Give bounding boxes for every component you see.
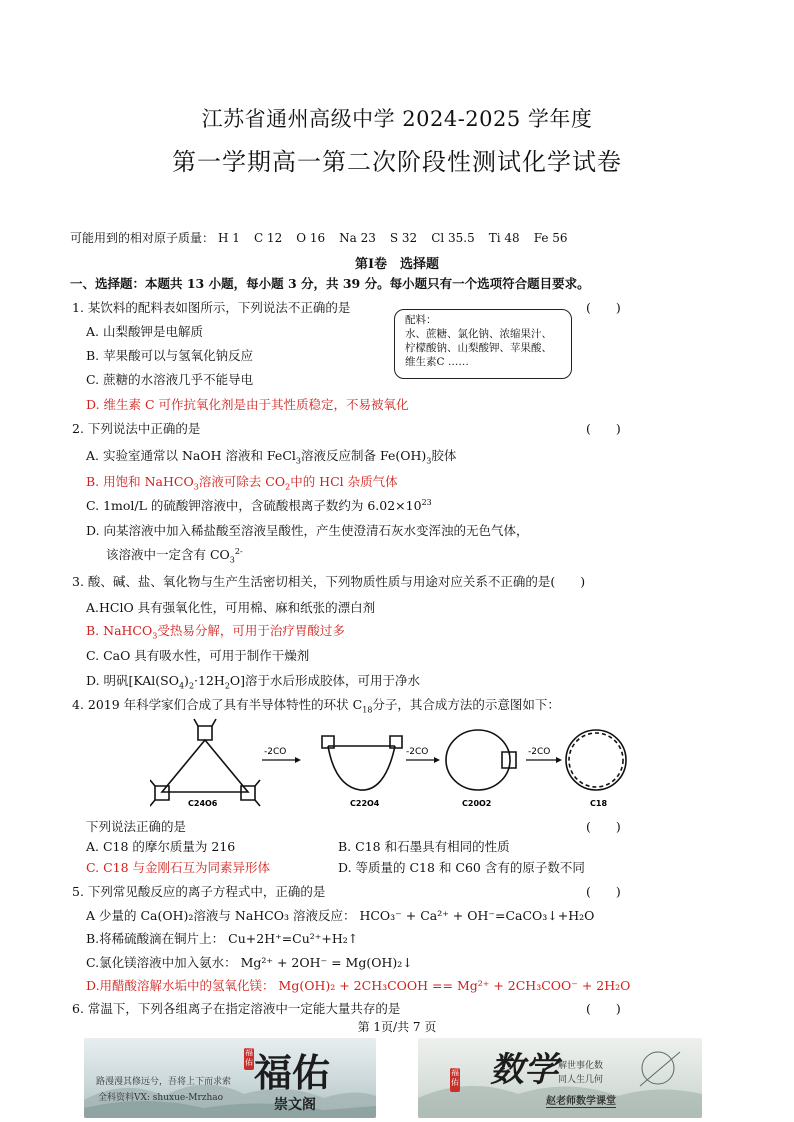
q5-a-text: A 少量的 Ca(OH)₂溶液与 NaHCO₃ 溶液反应： [86, 908, 356, 923]
q2-b-pre: B. 用饱和 NaHCO [86, 474, 194, 489]
q5-option-b [86, 929, 358, 947]
q3-option-b: B. NaHCO$_3$受热易分解，可用于治疗胃酸过多 [86, 623, 345, 641]
banner-left-seal: 福佑 [244, 1048, 254, 1070]
ingredient-box [394, 309, 572, 379]
label-c20o2: C20O2 [462, 799, 492, 808]
q4-option-c: C. C18 与金刚石互为同素异形体 [86, 860, 271, 875]
q1-option-c: C. 蔗糖的水溶液几乎不能导电 [86, 372, 254, 387]
banner-right-tag: 赵老师数学课堂 [546, 1092, 616, 1108]
arrow-2-label: -2CO [406, 747, 429, 757]
masses-label: 可能用到的相对原子质量： [70, 231, 215, 245]
mass-fe: Fe 56 [533, 231, 568, 245]
q5-option-c [86, 953, 413, 971]
q5-c-eq: Mg²⁺ + 2OH⁻ = Mg(OH)₂↓ [240, 955, 413, 970]
q3-d-mid: ) [184, 673, 189, 688]
label-c24o6: C24O6 [188, 799, 218, 808]
ingredient-box-title: 配料： [405, 314, 437, 326]
mass-na: Na 23 [339, 231, 376, 245]
banner-right-seal: 福佑 [450, 1068, 460, 1092]
exam-title-line2: 第一学期高一第二次阶段性测试化学试卷 [172, 148, 622, 176]
banner-right-poem-2: 同人生几何 [558, 1075, 604, 1085]
q5-option-d [86, 976, 630, 994]
q2-option-c [86, 496, 432, 514]
mass-ti: Ti 48 [488, 231, 520, 245]
q4-stem-pre: 4. 2019 年科学家们合成了具有半导体特性的环状 C [72, 697, 363, 712]
q5-d-eq: Mg(OH)₂ + 2CH₃COOH == Mg²⁺ + 2CH₃COO⁻ + 2H₂O [278, 978, 631, 993]
label-c22o4: C22O4 [350, 799, 380, 808]
q4-option-d: D. 等质量的 C18 和 C60 含有的原子数不同 [338, 860, 585, 875]
q2-option-a: A. 实验室通常以 NaOH 溶液和 FeCl$_3$溶液反应制备 $Fe(OH)_3$胶体 [86, 448, 457, 466]
q4-option-b: B. C18 和石墨具有相同的性质 [338, 839, 510, 854]
q3-option-a: A.HClO 具有强氧化性，可用棉、麻和纸张的漂白剂 [86, 600, 376, 615]
q1-option-d: D. 维生素 C 可作抗氧化剂是由于其性质稳定，不易被氧化 [86, 397, 409, 412]
label-c18: C18 [590, 799, 608, 808]
q2-option-d-line2: 该溶液中一定含有 $CO_3^{2-}$ [106, 546, 243, 565]
q5-c-text: C.氯化镁溶液中加入氨水： [86, 955, 237, 970]
q2-c-pre: C. 1mol/L 的硫酸钾溶液中，含硫酸根离子数约为 6.02×10 [86, 498, 422, 513]
page-footer: 第 1页/共 7 页 [357, 1020, 437, 1034]
banner-right [418, 1038, 702, 1118]
molecule-c24o6 [150, 719, 260, 806]
banner-left-slogan: 路漫漫其修远兮，吾将上下而求索 [96, 1077, 232, 1087]
q5-b-eq: Cu+2H⁺=Cu²⁺+H₂↑ [228, 931, 359, 946]
q5-d-text: D.用醋酸溶解水垢中的氢氧化镁： [86, 978, 275, 993]
q3-b-pre: B. NaHCO [86, 623, 153, 638]
q1-stem: 1. 某饮料的配料表如图所示，下列说法不正确的是 [72, 300, 351, 315]
q2-answer-paren: ( ) [586, 421, 621, 436]
q2-b-mid: 溶液可除去 CO [198, 474, 286, 489]
q2-a-mid: 溶液反应制备 Fe(OH) [300, 448, 427, 463]
q2-option-b: B. 用饱和 NaHCO$_3$溶液可除去 $CO_2$中的 HCl 杂质气体 [86, 474, 398, 492]
q3-option-c: C. CaO 具有吸水性，可用于制作干燥剂 [86, 648, 310, 663]
banner-left-big-text: 福佑 [254, 1050, 331, 1095]
q4-stem-post: 分子，其合成方法的示意图如下： [372, 697, 560, 712]
q4-option-a: A. C18 的摩尔质量为 216 [86, 839, 236, 854]
q2-a-post: 胶体 [431, 448, 457, 463]
molecule-c22o4 [322, 736, 402, 790]
molecule-c18 [566, 730, 626, 790]
q1-answer-paren: ( ) [586, 300, 621, 315]
mass-s: S 32 [389, 231, 418, 245]
exam-title-line1: 江苏省通州高级中学 2024-2025 学年度 [201, 107, 593, 131]
mass-h: H 1 [218, 231, 240, 245]
q3-option-d: D. 明矾$[KAl(SO_4)_2\cdot 12H_2O]$溶于水后形成胶体，可用于净水 [86, 673, 421, 691]
q3-d-post: ·12H [194, 673, 225, 688]
banner-left-sub-text: 崇文阁 [274, 1097, 316, 1113]
q3-b-post: 受热易分解，可用于治疗胃酸过多 [157, 623, 345, 638]
c18-synthesis-diagram [150, 716, 630, 816]
q5-answer-paren: ( ) [586, 884, 621, 899]
q2-c-sup: 23 [421, 497, 432, 507]
mass-o: O 16 [296, 231, 326, 245]
q2-a-pre: A. 实验室通常以 NaOH 溶液和 FeCl [86, 448, 296, 463]
q4-answer-paren: ( ) [586, 819, 621, 834]
banner-right-big-text: 数学 [490, 1050, 558, 1090]
ingredient-box-text: 水、蔗糖、氯化钠、浓缩果汁、柠檬酸钠、山梨酸钾、苹果酸、维生素C …… [405, 328, 552, 368]
atomic-masses-line [70, 229, 582, 246]
part-heading: 一、选择题：本题共 13 小题，每小题 3 分，共 39 分。每小题只有一个选项符合题目要求。 [70, 276, 590, 291]
q3-stem: 3. 酸、碱、盐、氧化物与生产生活密切相关，下列物质性质与用途对应关系不正确的是( ) [72, 574, 586, 589]
q2-b-post: 中的 HCl 杂质气体 [290, 474, 398, 489]
q5-option-a [86, 906, 594, 924]
q3-d-end: O]溶于水后形成胶体，可用于净水 [229, 673, 421, 688]
q2-d2-pre: 该溶液中一定含有 CO [106, 547, 230, 562]
mass-c: C 12 [253, 231, 283, 245]
q5-a-eq: HCO₃⁻ + Ca²⁺ + OH⁻=CaCO₃↓+H₂O [359, 908, 595, 923]
q2-d2-sup: 2- [234, 546, 243, 556]
arrow-3-label: -2CO [528, 747, 551, 757]
banner-left-contact: 全科资料VX: shuxue-Mrzhao [98, 1093, 224, 1103]
q4-sub-stem: 下列说法正确的是 [86, 819, 187, 834]
q4-stem: 4. 2019 年科学家们合成了具有半导体特性的环状 $C_{18}$分子，其合成方法的示意图如下： [72, 697, 560, 715]
q6-stem: 6. 常温下，下列各组离子在指定溶液中一定能大量共存的是 [72, 1001, 401, 1016]
q1-option-a: A. 山梨酸钾是电解质 [86, 324, 203, 339]
q1-option-b: B. 苹果酸可以与氢氧化钠反应 [86, 348, 254, 363]
q3-d-pre: D. 明矾[KAl(SO [86, 673, 179, 688]
arrow-1-label: -2CO [264, 747, 287, 757]
mass-cl: Cl 35.5 [431, 231, 475, 245]
q5-stem: 5. 下列常见酸反应的离子方程式中，正确的是 [72, 884, 326, 899]
q2-stem: 2. 下列说法中正确的是 [72, 421, 201, 436]
banner-right-poem-1: 解世事化数 [558, 1061, 604, 1071]
section-title: 第Ⅰ卷 选择题 [354, 257, 440, 272]
q2-option-d-line1: D. 向某溶液中加入稀盐酸至溶液呈酸性，产生使澄清石灰水变浑浊的无色气体， [86, 523, 529, 538]
q6-answer-paren: ( ) [586, 1001, 621, 1016]
molecule-c20o2 [446, 730, 516, 790]
banner-left [84, 1038, 376, 1118]
q5-b-text: B.将稀硫酸滴在铜片上： [86, 931, 225, 946]
